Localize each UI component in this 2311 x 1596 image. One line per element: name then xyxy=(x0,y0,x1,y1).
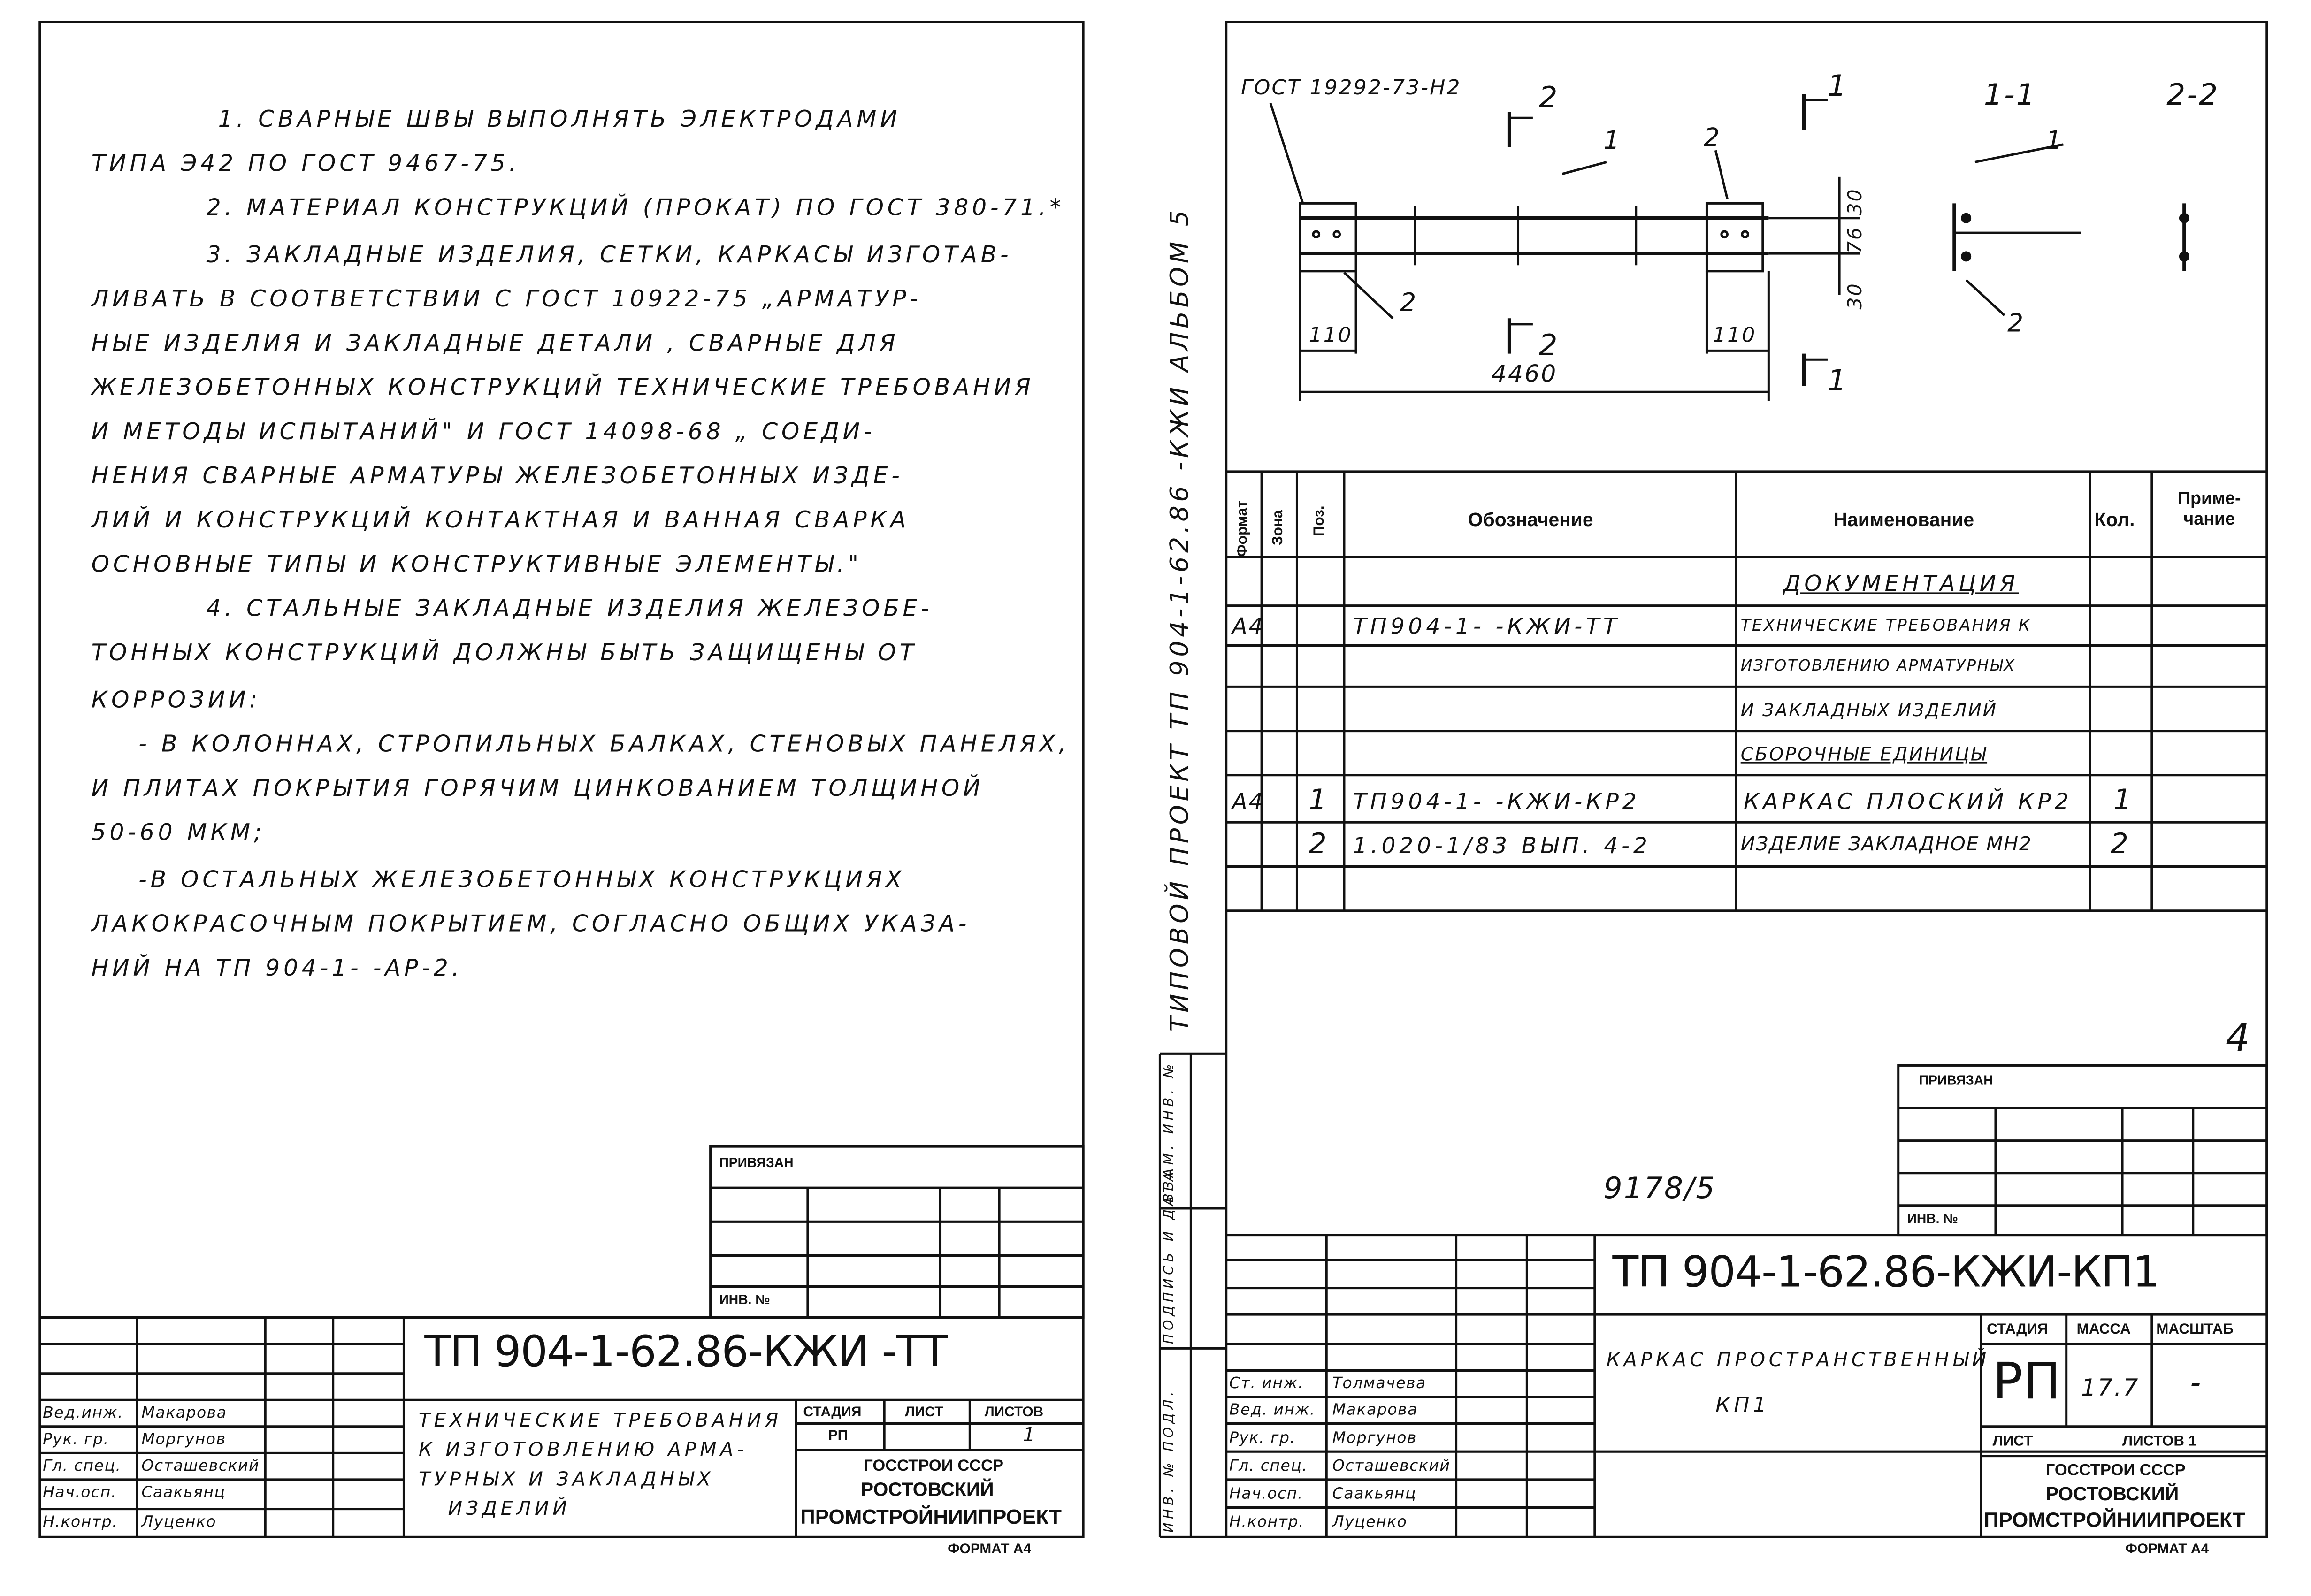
right-sheet-frame xyxy=(1226,22,2267,1537)
signature-name: Саакьянц xyxy=(141,1484,226,1502)
stage-value: РП xyxy=(828,1428,848,1444)
right-title-line: КАРКАС ПРОСТРАНСТВЕННЫЙ xyxy=(1606,1350,1990,1372)
signature-name: Макарова xyxy=(1332,1401,1418,1420)
note-line: НЕНИЯ СВАРНЫЕ АРМАТУРЫ ЖЕЛЕЗОБЕТОННЫХ ИЗДЕ- xyxy=(91,463,903,489)
signature-role: Н.контр. xyxy=(43,1513,118,1531)
privyazan-label: ПРИВЯЗАН xyxy=(719,1155,794,1170)
note-line: ТОННЫХ КОНСТРУКЦИЙ ДОЛЖНЫ БЫТЬ ЗАЩИЩЕНЫ ОТ xyxy=(91,639,918,666)
mass-header: МАССА xyxy=(2076,1321,2131,1338)
org-line-2: РОСТОВСКИЙ xyxy=(860,1478,994,1500)
sheet-label: ЛИСТ xyxy=(1992,1434,2033,1451)
position-mark: 2 xyxy=(1400,289,1418,319)
archive-number: 9178/5 xyxy=(1603,1170,1716,1206)
note-line: ЛАКОКРАСОЧНЫМ ПОКРЫТИЕМ, СОГЛАСНО ОБЩИХ УКАЗА- xyxy=(91,910,971,938)
signature-name: Толмачева xyxy=(1332,1375,1426,1393)
note-line: ТИПА Э42 ПО ГОСТ 9467-75. xyxy=(91,150,520,177)
spec-row-pos: 1 xyxy=(1309,784,1328,817)
dim-76: 76 xyxy=(1845,226,1867,254)
signature-name: Осташевский xyxy=(141,1457,260,1475)
position-mark: 2 xyxy=(1704,123,1722,153)
signature-role: Ст. инж. xyxy=(1229,1375,1304,1393)
spec-row-format: А4 xyxy=(1232,788,1264,815)
section-mark: 2 xyxy=(1538,79,1559,115)
col-header-designation: Обозначение xyxy=(1468,508,1593,531)
right-title-line: КП1 xyxy=(1715,1394,1770,1418)
format-label: ФОРМАТ А4 xyxy=(948,1541,1031,1558)
spec-row-pos: 2 xyxy=(1309,828,1328,861)
side-label-inv: ИНВ. № ПОДЛ. xyxy=(1163,1388,1178,1533)
note-line: ЖЕЛЕЗОБЕТОННЫХ КОНСТРУКЦИЙ ТЕХНИЧЕСКИЕ ТРЕБОВАНИЯ xyxy=(91,374,1034,401)
right-designation: ТП 904-1-62.86-КЖИ-КП1 xyxy=(1612,1246,2159,1297)
note-line: 2. МАТЕРИАЛ КОНСТРУКЦИЙ (ПРОКАТ) ПО ГОСТ 380-71.* xyxy=(206,194,1065,221)
spec-row-name: И ЗАКЛАДНЫХ ИЗДЕЛИЙ xyxy=(1740,700,1998,721)
note-line: 4. СТАЛЬНЫЕ ЗАКЛАДНЫЕ ИЗДЕЛИЯ ЖЕЛЕЗОБЕ- xyxy=(206,595,933,622)
signature-role: Вед. инж. xyxy=(1229,1401,1316,1420)
dim-left: 110 xyxy=(1309,324,1353,348)
spec-row-name: ИЗГОТОВЛЕНИЮ АРМАТУРНЫХ xyxy=(1740,657,2016,675)
signature-role: Нач.осп. xyxy=(43,1484,117,1502)
sheets-header: ЛИСТОВ xyxy=(984,1404,1044,1421)
sheet-header: ЛИСТ xyxy=(905,1404,943,1421)
inv-no-label: ИНВ. № xyxy=(719,1292,770,1307)
section-view-title: 2-2 xyxy=(2166,76,2219,112)
note-line: 1. СВАРНЫЕ ШВЫ ВЫПОЛНЯТЬ ЭЛЕКТРОДАМИ xyxy=(218,106,901,133)
dim-total: 4460 xyxy=(1491,359,1558,388)
signature-role: Рук. гр. xyxy=(43,1431,109,1449)
signature-name: Макарова xyxy=(141,1404,227,1422)
mass-value: 17.7 xyxy=(2081,1373,2140,1402)
position-mark: 1 xyxy=(2045,127,2063,156)
scale-header: МАСШТАБ xyxy=(2156,1321,2234,1338)
gost-label: ГОСТ 19292-73-Н2 xyxy=(1241,76,1462,100)
spec-row-name: КАРКАС ПЛОСКИЙ КР2 xyxy=(1743,788,2073,815)
sheets-value: 1 xyxy=(1023,1425,1037,1447)
left-designation: ТП 904-1-62.86-КЖИ -ТТ xyxy=(424,1326,947,1377)
note-line: ЛИВАТЬ В СООТВЕТСТВИИ С ГОСТ 10922-75 „АРМАТУР- xyxy=(91,286,922,313)
col-header-zone: Зона xyxy=(1270,510,1287,545)
side-label-replace: ВЗАМ. ИНВ. № xyxy=(1163,1060,1178,1203)
sheet-mark: 4 xyxy=(2225,1016,2251,1061)
spec-row-designation: ТП904-1- -КЖИ-ТТ xyxy=(1353,613,1621,640)
signature-role: Нач.осп. xyxy=(1229,1485,1303,1504)
spec-row-name: ИЗДЕЛИЕ ЗАКЛАДНОЕ МН2 xyxy=(1740,834,2032,856)
org-line-2: РОСТОВСКИЙ xyxy=(2045,1482,2179,1505)
note-line: НИЙ НА ТП 904-1- -АР-2. xyxy=(91,955,463,982)
signature-name: Луценко xyxy=(141,1513,217,1531)
section-view-title: 1-1 xyxy=(1983,76,2036,112)
signature-name: Осташевский xyxy=(1332,1457,1451,1475)
inv-no-label: ИНВ. № xyxy=(1907,1211,1958,1226)
spec-row-name: СБОРОЧНЫЕ ЕДИНИЦЫ xyxy=(1740,742,1988,765)
note-line: КОРРОЗИИ: xyxy=(91,687,261,713)
signature-name: Саакьянц xyxy=(1332,1485,1417,1504)
org-line-1: ГОССТРОИ СССР xyxy=(864,1457,1004,1475)
left-title-line: К ИЗГОТОВЛЕНИЮ АРМА- xyxy=(418,1440,748,1462)
note-line: И МЕТОДЫ ИСПЫТАНИЙ" И ГОСТ 14098-68 „ СОЕДИ- xyxy=(91,418,876,445)
org-line-1: ГОССТРОИ СССР xyxy=(2045,1462,2186,1480)
note-line: НЫЕ ИЗДЕЛИЯ И ЗАКЛАДНЫЕ ДЕТАЛИ , СВАРНЫЕ ДЛЯ xyxy=(91,330,899,357)
org-line-3: ПРОМСТРОЙНИИПРОЕКТ xyxy=(800,1504,1062,1528)
left-title-line: ТЕХНИЧЕСКИЕ ТРЕБОВАНИЯ xyxy=(418,1410,782,1433)
left-title-line: ТУРНЫХ И ЗАКЛАДНЫХ xyxy=(418,1469,714,1491)
col-header-name: Наименование xyxy=(1833,508,1974,531)
col-header-qty: Кол. xyxy=(2094,508,2135,531)
note-line: 3. ЗАКЛАДНЫЕ ИЗДЕЛИЯ, СЕТКИ, КАРКАСЫ ИЗГОТАВ- xyxy=(206,242,1012,268)
dim-30-bottom: 30 xyxy=(1845,282,1867,310)
note-line: 50-60 МКМ; xyxy=(91,819,266,846)
spec-row-format: А4 xyxy=(1232,613,1264,640)
stage-header: СТАДИЯ xyxy=(1987,1321,2048,1338)
col-header-format: Формат xyxy=(1235,500,1252,557)
spec-row-designation: 1.020-1/83 ВЫП. 4-2 xyxy=(1353,832,1651,859)
album-margin-label: ТИПОВОЙ ПРОЕКТ ТП 904-1-62.86 -КЖИ АЛЬБОМ 5 xyxy=(1165,206,1195,1032)
position-mark: 1 xyxy=(1603,127,1621,156)
col-header-note: Приме-чание xyxy=(2177,488,2241,529)
signature-role: Гл. спец. xyxy=(43,1457,122,1475)
section-mark: 1 xyxy=(1827,362,1848,398)
signature-role: Рук. гр. xyxy=(1229,1429,1296,1447)
signature-name: Моргунов xyxy=(141,1431,226,1449)
signature-role: Н.контр. xyxy=(1229,1513,1305,1531)
position-mark: 2 xyxy=(2007,309,2025,339)
dim-right: 110 xyxy=(1713,324,1757,348)
col-header-pos: Поз. xyxy=(1311,505,1328,537)
dim-30-top: 30 xyxy=(1845,188,1867,215)
signature-name: Луценко xyxy=(1332,1513,1408,1531)
section-mark: 2 xyxy=(1538,327,1559,363)
spec-row-qty: 1 xyxy=(2113,784,2133,817)
signature-name: Моргунов xyxy=(1332,1429,1417,1447)
stage-header: СТАДИЯ xyxy=(803,1404,862,1421)
note-line: - В КОЛОННАХ, СТРОПИЛЬНЫХ БАЛКАХ, СТЕНОВЫХ ПАНЕЛЯХ, xyxy=(138,731,1070,758)
signature-role: Вед.инж. xyxy=(43,1404,124,1422)
note-line: -В ОСТАЛЬНЫХ ЖЕЛЕЗОБЕТОННЫХ КОНСТРУКЦИЯХ xyxy=(138,866,905,893)
privyazan-label: ПРИВЯЗАН xyxy=(1919,1073,1993,1088)
note-line: И ПЛИТАХ ПОКРЫТИЯ ГОРЯЧИМ ЦИНКОВАНИЕМ ТОЛЩИНОЙ xyxy=(91,775,984,802)
weld-dots xyxy=(1961,213,2189,262)
spec-row-name: ТЕХНИЧЕСКИЕ ТРЕБОВАНИЯ К xyxy=(1740,616,2032,635)
scale-value: - xyxy=(2190,1364,2203,1400)
spec-row-qty: 2 xyxy=(2110,828,2130,861)
org-line-3: ПРОМСТРОЙНИИПРОЕКТ xyxy=(1983,1507,2245,1531)
signature-role: Гл. спец. xyxy=(1229,1457,1308,1475)
side-label-signature: ПОДПИСЬ И ДАТА xyxy=(1163,1168,1178,1344)
stage-value: РП xyxy=(1992,1352,2061,1412)
spec-row-name: ДОКУМЕНТАЦИЯ xyxy=(1783,570,2019,597)
sheets-label: ЛИСТОВ 1 xyxy=(2122,1434,2197,1451)
spec-row-designation: ТП904-1- -КЖИ-КР2 xyxy=(1353,788,1640,815)
section-mark: 1 xyxy=(1827,68,1848,103)
left-title-line: ИЗДЕЛИЙ xyxy=(448,1498,571,1521)
note-line: ЛИЙ И КОНСТРУКЦИЙ КОНТАКТНАЯ И ВАННАЯ СВАРКА xyxy=(91,507,910,534)
format-label: ФОРМАТ А4 xyxy=(2125,1541,2209,1558)
note-line: ОСНОВНЫЕ ТИПЫ И КОНСТРУКТИВНЫЕ ЭЛЕМЕНТЫ." xyxy=(91,551,862,578)
